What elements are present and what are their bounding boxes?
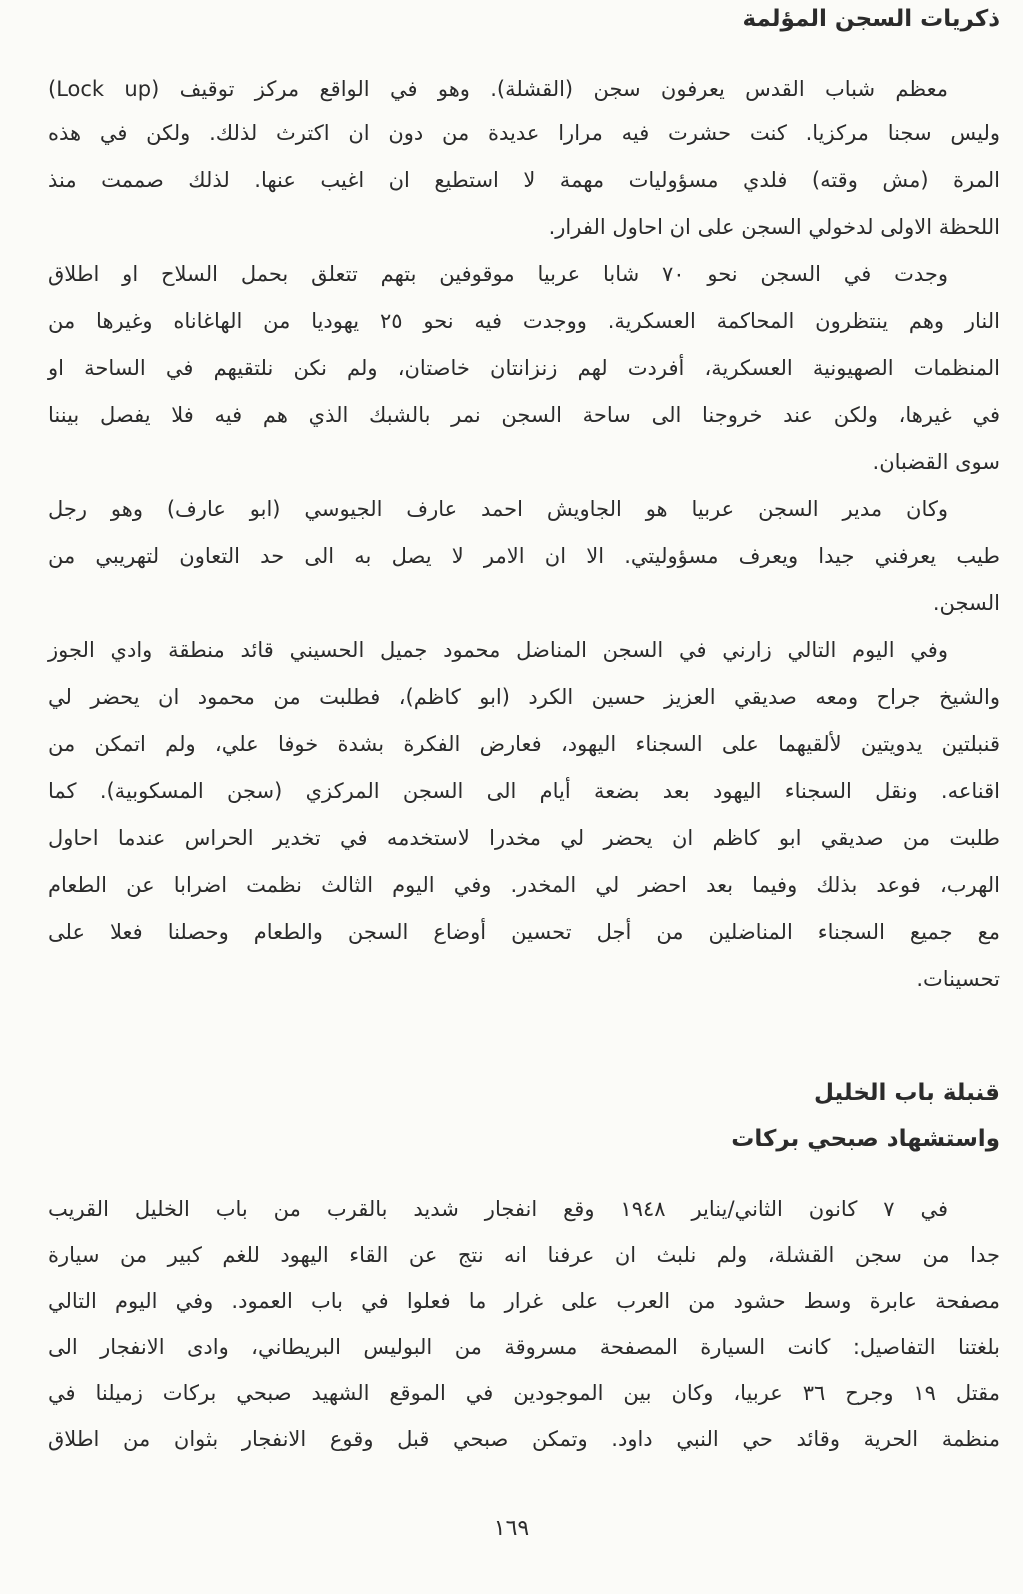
text-line: المنظمات الصهيونية العسكرية، أفردت لهم زنزانتان خاصتان، ولم نكن نلتقيهم في الساحة او — [48, 356, 1000, 380]
text-line: وكان مدير السجن عربيا هو الجاويش احمد عارف الجيوسي (ابو عارف) وهو رجل — [48, 497, 948, 521]
text-line: مع جميع السجناء المناضلين من أجل تحسين أوضاع السجن والطعام وحصلنا فعلا على — [48, 920, 1000, 944]
text-line: في غيرها، ولكن عند خروجنا الى ساحة السجن نمر بالشبك الذي هم فيه فلا يفصل بيننا — [48, 403, 1000, 427]
page-number: ١٦٩ — [493, 1516, 530, 1541]
section-title: ذكريات السجن المؤلمة — [742, 6, 1000, 32]
text-line: مصفحة عابرة وسط حشود من العرب على غرار ما فعلوا في باب العمود. وفي اليوم التالي — [48, 1289, 1000, 1313]
text-line: السجن. — [932, 591, 1000, 615]
text-line: قنبلتين يدويتين لألقيهما على السجناء اليهود، فعارض الفكرة بشدة خوفا علي، ولم اتمكن من — [48, 732, 1000, 756]
text-line: طلبت من صديقي ابو كاظم ان يحضر لي مخدرا لاستخدمه في تخدير الحراس عندما احاول — [48, 826, 1000, 850]
text-line: والشيخ جراح ومعه صديقي العزيز حسين الكرد (ابو كاظم)، فطلبت من محمود ان يحضر لي — [48, 685, 1000, 709]
text-line: اقناعه. ونقل السجناء اليهود بعد بضعة أيام الى السجن المركزي (سجن المسكوبية). كما — [48, 779, 1000, 803]
text-line: المرة (مش وقته) فلدي مسؤوليات مهمة لا استطيع ان اغيب عنها. لذلك صممت منذ — [48, 168, 1000, 192]
section-subtitle: واستشهاد صبحي بركات — [731, 1126, 1000, 1152]
text-line: جدا من سجن القشلة، ولم نلبث ان عرفنا انه نتج عن القاء اليهود للغم كبير من سيارة — [48, 1243, 1000, 1267]
section-title: قنبلة باب الخليل — [814, 1080, 1000, 1106]
text-line: النار وهم ينتظرون المحاكمة العسكرية. ووجدت فيه نحو ٢٥ يهوديا من الهاغاناه وغيرها من — [48, 309, 1000, 333]
text-line: تحسينات. — [916, 967, 1000, 991]
text-line: معظم شباب القدس يعرفون سجن (القشلة). وهو في الواقع مركز توقيف (Lock up) — [48, 77, 949, 101]
text-line: وفي اليوم التالي زارني في السجن المناضل محمود جميل الحسيني قائد منطقة وادي الجوز — [48, 638, 948, 662]
text-line: سوى القضبان. — [872, 450, 1000, 474]
text-line: في ٧ كانون الثاني/يناير ١٩٤٨ وقع انفجار شديد بالقرب من باب الخليل القريب — [48, 1197, 948, 1221]
text-line: منظمة الحرية وقائد حي النبي داود. وتمكن صبحي قبل وقوع الانفجار بثوان من اطلاق — [48, 1427, 1000, 1451]
text-line: طيب يعرفني جيدا ويعرف مسؤوليتي. الا ان الامر لا يصل به الى حد التعاون لتهريبي من — [48, 544, 1000, 568]
text-line: مقتل ١٩ وجرح ٣٦ عربيا، وكان بين الموجودين في الموقع الشهيد صبحي بركات زميلنا في — [48, 1381, 1001, 1405]
text-line: بلغتنا التفاصيل: كانت السيارة المصفحة مسروقة من البوليس البريطاني، وادى الانفجار الى — [48, 1335, 1000, 1359]
text-line: وجدت في السجن نحو ٧٠ شابا عربيا موقوفين بتهم تتعلق بحمل السلاح او اطلاق — [48, 262, 948, 286]
text-line: اللحظة الاولى لدخولي السجن على ان احاول الفرار. — [548, 215, 1000, 239]
text-line: الهرب، فوعد بذلك وفيما بعد احضر لي المخدر. وفي اليوم الثالث نظمت اضرابا عن الطعام — [48, 873, 1000, 897]
text-line: وليس سجنا مركزيا. كنت حشرت فيه مرارا عديدة من دون ان اكترث لذلك. ولكن في هذه — [48, 121, 1000, 145]
